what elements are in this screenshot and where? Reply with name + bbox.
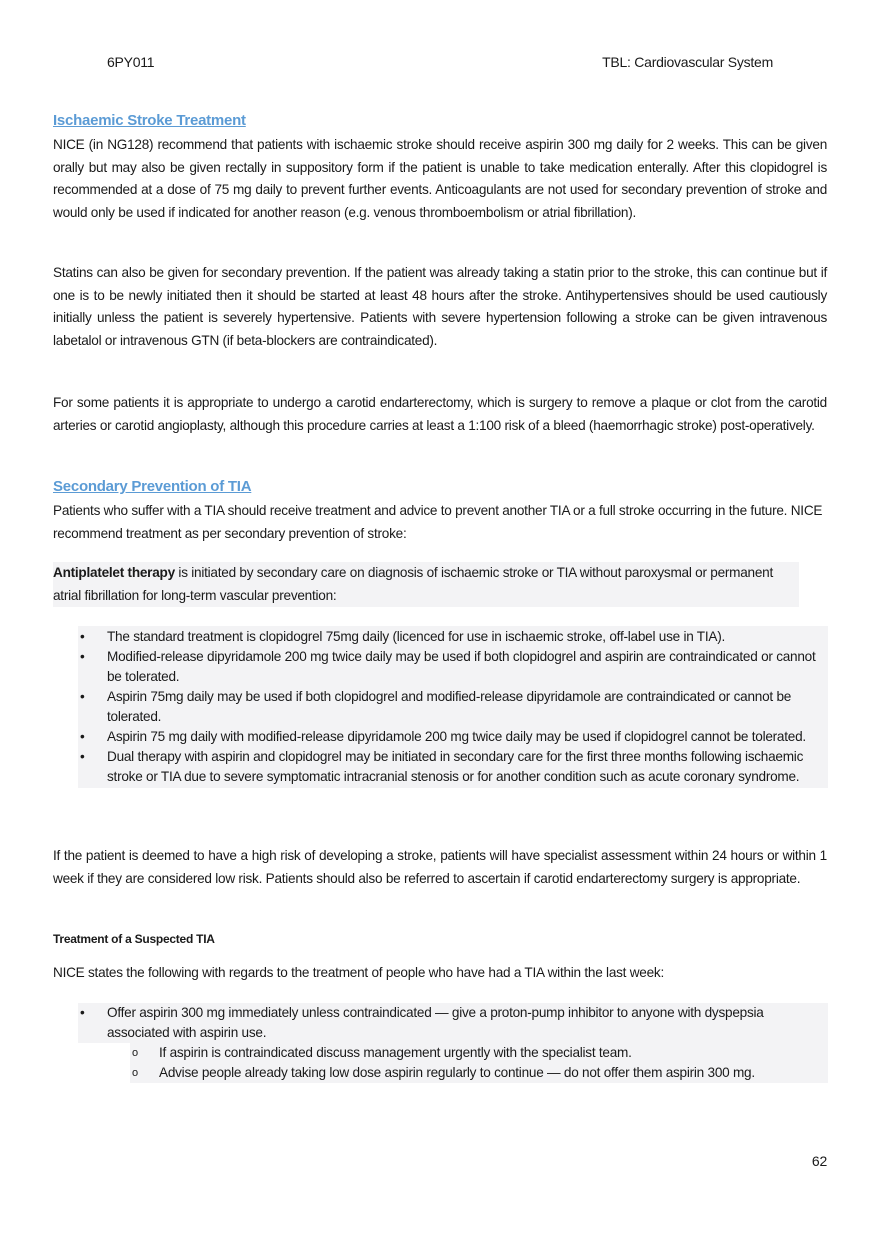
paragraph: Patients who suffer with a TIA should receive treatment and advice to prevent another TIA or a full stroke occurring in the future. NICE recommend treatment as per secondary prevention of stroke: <box>53 503 823 541</box>
paragraph: Statins can also be given for secondary prevention. If the patient was already taking a statin prior to the stroke, this can continue but if one is to be newly initiated then it should be started at least 48 hours after the stroke. Antihypertensives should be used cautiously initially unless the patient is severely hypertensive. Patients with severe hypertension following a stroke can be given intravenous labetalol or intravenous GTN (if beta-blockers are contraindicated). <box>53 265 827 348</box>
heading-treatment-suspected-tia: Treatment of a Suspected TIA <box>53 932 215 946</box>
paragraph: If the patient is deemed to have a high risk of developing a stroke, patients will have specialist assessment within 24 hours or within 1 week if they are considered low risk. Patients should also be referred to ascertain if carotid endarterectomy surgery is appropriate. <box>53 848 827 886</box>
page-number: 62 <box>811 1153 827 1169</box>
list-item: • The standard treatment is clopidogrel 75mg daily (licenced for use in ischaemic stroke, off-label use in TIA). <box>78 627 828 647</box>
sub-list-item: o If aspirin is contraindicated discuss management urgently with the specialist team. <box>130 1043 828 1063</box>
paragraph: For some patients it is appropriate to undergo a carotid endarterectomy, which is surgery to remove a plaque or clot from the carotid arteries or carotid angioplasty, although this procedure carries at least a 1:100 risk of a bleed (haemorrhagic stroke) post-operatively. <box>53 395 827 433</box>
paragraph: NICE states the following with regards to the treatment of people who have had a TIA within the last week: <box>53 965 664 980</box>
sub-list-item: o Advise people already taking low dose aspirin regularly to continue — do not offer them aspirin 300 mg. <box>130 1063 828 1083</box>
heading-ischaemic-stroke-treatment: Ischaemic Stroke Treatment <box>53 112 246 129</box>
list-item-text: Offer aspirin 300 mg immediately unless contraindicated — give a proton-pump inhibitor to anyone with dyspepsia associated with aspirin use. <box>107 1005 764 1040</box>
paragraph: NICE (in NG128) recommend that patients with ischaemic stroke should receive aspirin 300 mg daily for 2 weeks. This can be given orally but may also be given rectally in suppository form if the patient is unable to take medication enterally. After this clopidogrel is recommended at a dose of 75 mg daily to prevent further events. Anticoagulants are not used for secondary prevention of stroke and would only be used if indicated for another reason (e.g. venous thromboembolism or atrial fibrillation). <box>53 137 827 220</box>
antiplatelet-list <box>78 627 828 787</box>
list-item: • Aspirin 75 mg daily with modified-release dipyridamole 200 mg twice daily may be used if clopidogrel cannot be tolerated. <box>78 727 828 747</box>
tia-list <box>78 1003 828 1043</box>
list-item: • Aspirin 75mg daily may be used if both clopidogrel and modified-release dipyridamole are contraindicated or cannot be tolerated. <box>78 687 828 727</box>
tia-sub-list <box>130 1043 828 1083</box>
antiplatelet-paragraph <box>53 562 799 607</box>
heading-secondary-prevention-tia: Secondary Prevention of TIA <box>53 478 252 495</box>
list-item: • Dual therapy with aspirin and clopidogrel may be initiated in secondary care for the first three months following ischaemic stroke or TIA due to severe symptomatic intracranial stenosis or for another condition such as acute coronary syndrome. <box>78 747 828 787</box>
list-item <box>78 1003 828 1043</box>
tia-list-box <box>78 1003 828 1083</box>
list-item: • Modified-release dipyridamole 200 mg twice daily may be used if both clopidogrel and aspirin are contraindicated or cannot be tolerated. <box>78 647 828 687</box>
antiplatelet-label: Antiplatelet therapy <box>53 565 175 580</box>
header-title: TBL: Cardiovascular System <box>602 54 773 70</box>
antiplatelet-text: is initiated by secondary care on diagnosis of ischaemic stroke or TIA without paroxysmal or permanent atrial fibrillation for long-term vascular prevention: <box>53 565 774 603</box>
header-course-code: 6PY011 <box>107 54 155 70</box>
antiplatelet-list-box <box>78 626 828 788</box>
